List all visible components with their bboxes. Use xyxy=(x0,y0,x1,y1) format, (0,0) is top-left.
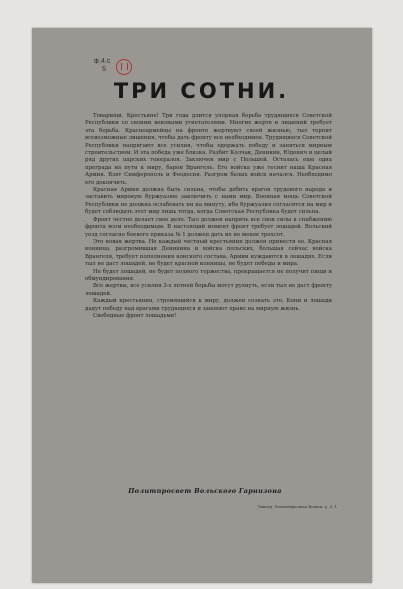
printer-imprint: Типогр. Уполитпросвета Вольск. у. 3. 1. xyxy=(257,504,338,509)
paragraph: Это новая жертва. Но каждый честный крестьянин должен принести ее. Красная конница, разгромившая Деникина и войска польских, большая сейчас войска Врангеля, требует пополнения конского состава. Армии нуждаются в лошадях. Если тыл не даст лошадей, не будет красной конницы, не будет победы и мира. xyxy=(85,238,332,268)
signature-line: Политпросвет Вольского Гарнизона xyxy=(128,487,282,495)
closing-slogan: Свободные фронт лошадьми! xyxy=(93,312,177,319)
archive-stamp xyxy=(94,58,111,75)
red-seal-icon xyxy=(116,59,132,75)
archive-stamp-line1: Ф.4.с xyxy=(93,57,111,66)
paragraph: Не будет лошадей, не будет полного торжества, прекращается не получит пищи и обмундирования. xyxy=(85,268,332,282)
paragraph: Все жертвы, все усилия 3-х летней борьбы могут рухнуть, если тыл не даст фронту лошадей. xyxy=(85,283,332,297)
archive-stamp-line2: 5 xyxy=(102,65,107,74)
paragraph: Товарищи, Крестьяне! Три года длится упорная борьба трудящихся Советской Республики со своими вековыми угнетателями. Многих жертв и лишений требует эта борьба. Красноармейцы на фронте жертвуют своей жизнью, тыл терпит всевозможные лишения, чтобы дать фронту все необходимое. Трудящиеся Советской Республики напрягают все усилия, чтобы одержать победу и заняться мирным строительством. И эта победа уже близка. Разбит Колчак, Деникин, Юденич и целый ряд других царских генералов. Заключен мир с Польшей. Осталась еще одна преграда на пути к миру, барон Врангель. Его войска уже теснит наша Красная Армия. Взят Симферополь и Феодосия. Разгром белых войск начался. Необходимо его докончить. xyxy=(85,113,332,186)
document-body xyxy=(85,113,332,320)
page-title: ТРИ СОТНИ. xyxy=(113,79,290,103)
paragraph: Красная Армия должна быть сильна, чтобы добить врагов трудового народа и заставить мировую буржуазию заключить с нами мир. Военная мощь Советской Республики не должна ослабевать ни на минуту, ибо буржуазия согласится на мир и будет соблюдать этот мир лишь тогда, когда Советская Республика будет сильна. xyxy=(85,187,332,216)
paragraph: Каждый крестьянин, стремящийся к миру, должен сознать это. Кони и лошади дадут победу над врагами трудящихся и завоюют право на мирную жизнь. xyxy=(85,298,332,312)
paragraph: Фронт честно делает свое дело. Тыл должен напрячь все свои силы к снабжению фронта всем необходимым. В настоящий момент фронт требует лошадей. Вольский уезд согласно боевого приказа № 1 должен дать их не менее трехсот. xyxy=(85,216,332,238)
